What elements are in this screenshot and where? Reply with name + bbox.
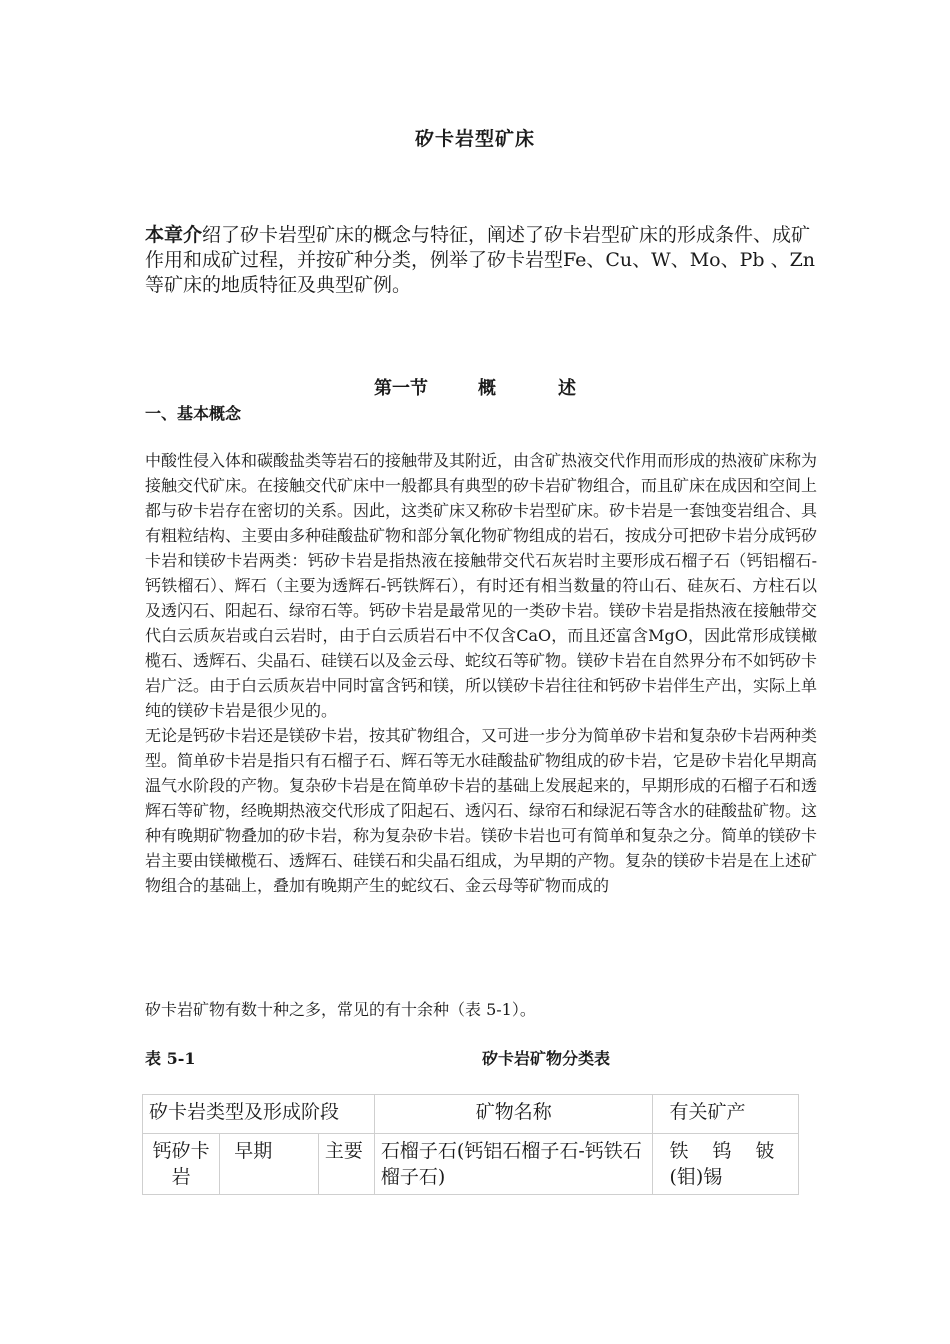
table-number: 表 5-1 bbox=[145, 1049, 196, 1068]
header-related-deposit: 有关矿产 bbox=[653, 1095, 799, 1134]
paragraph: 无论是钙矽卡岩还是镁矽卡岩，按其矿物组合，又可进一步分为简单矽卡岩和复杂矽卡岩两种类型。简单矽卡岩是指只有石榴子石、辉石等无水硅酸盐矿物组成的矽卡岩，它是矽卡岩化早期高温气水阶段的产物。复杂矽卡岩是在简单矽卡岩的基础上发展起来的，早期形成的石榴子石和透辉石等矿物，经晚期热液交代形成了阳起石、透闪石、绿帘石和绿泥石等含水的硅酸盐矿物。这种有晚期矿物叠加的矽卡岩，称为复杂矽卡岩。镁矽卡岩也可有简单和复杂之分。简单的镁矽卡岩主要由镁橄榄石、透辉石、硅镁石和尖晶石组成，为早期的产物。复杂的镁矽卡岩是在上述矿物组合的基础上，叠加有晚期产生的蛇纹石、金云母等矿物而成的 bbox=[145, 726, 818, 895]
table-header-row bbox=[143, 1095, 799, 1134]
document-title: 矽卡岩型矿床 bbox=[414, 128, 535, 150]
mineral-classification-table bbox=[142, 1094, 799, 1195]
header-type-stage: 矽卡岩类型及形成阶段 bbox=[143, 1095, 375, 1134]
section-heading bbox=[0, 374, 950, 400]
intro-bold-lead: 本章介 bbox=[145, 224, 203, 246]
mineral-count-note: 矽卡岩矿物有数十种之多，常见的有十余种（表 5-1）。 bbox=[145, 1000, 536, 1019]
intro-text: 绍了矽卡岩型矿床的概念与特征，阐述了矽卡岩型矿床的形成条件、成矿作用和成矿过程，并按矿种分类，例举了矽卡岩型Fe、Cu、W、Mo、Pb 、Zn 等矿床的地质特征及典型矿例。 bbox=[145, 224, 816, 296]
subheading-basic-concepts: 一、基本概念 bbox=[145, 404, 242, 423]
table-row bbox=[143, 1134, 799, 1195]
section-number: 第一节 bbox=[374, 378, 428, 399]
chapter-intro bbox=[145, 223, 815, 298]
header-mineral-name: 矿物名称 bbox=[374, 1095, 653, 1134]
cell-stage: 早期 bbox=[220, 1134, 319, 1195]
paragraph: 中酸性侵入体和碳酸盐类等岩石的接触带及其附近，由含矿热液交代作用而形成的热液矿床称为接触交代矿床。在接触交代矿床中一般都具有典型的矽卡岩矿物组合，而且矿床在成因和空间上都与矽卡岩存在密切的关系。因此，这类矿床又称矽卡岩型矿床。矽卡岩是一套蚀变岩组合、具有粗粒结构、主要由多种硅酸盐矿物和部分氧化物矿物组成的岩石，按成分可把矽卡岩分成钙矽卡岩和镁矽卡岩两类：钙矽卡岩是指热液在接触带交代石灰岩时主要形成石榴子石（钙铝榴石-钙铁榴石）、辉石（主要为透辉石-钙铁辉石），有时还有相当数量的符山石、硅灰石、方柱石以及透闪石、阳起石、绿帘石等。钙矽卡岩是最常见的一类矽卡岩。镁矽卡岩是指热液在接触带交代白云质灰岩或白云岩时，由于白云质岩石中不仅含CaO，而且还富含MgO，因此常形成镁橄榄石、透辉石、尖晶石、硅镁石以及金云母、蛇纹石等矿物。镁矽卡岩在自然界分布不如钙矽卡岩广泛。由于白云质灰岩中同时富含钙和镁，所以镁矽卡岩往往和钙矽卡岩伴生产出，实际上单纯的镁矽卡岩是很少见的。 bbox=[145, 451, 818, 720]
body-text bbox=[145, 448, 817, 898]
cell-mineral-name: 石榴子石(钙铝石榴子石-钙铁石榴子石) bbox=[374, 1134, 653, 1195]
section-title-part-1: 概 bbox=[478, 378, 496, 399]
table-title: 矽卡岩矿物分类表 bbox=[482, 1049, 611, 1068]
cell-skarn-type: 钙矽卡岩 bbox=[143, 1134, 220, 1195]
cell-related-deposit: 铁 钨 铍(钼)锡 bbox=[653, 1134, 799, 1195]
section-title-part-2: 述 bbox=[558, 378, 576, 399]
cell-importance: 主要 bbox=[318, 1134, 374, 1195]
